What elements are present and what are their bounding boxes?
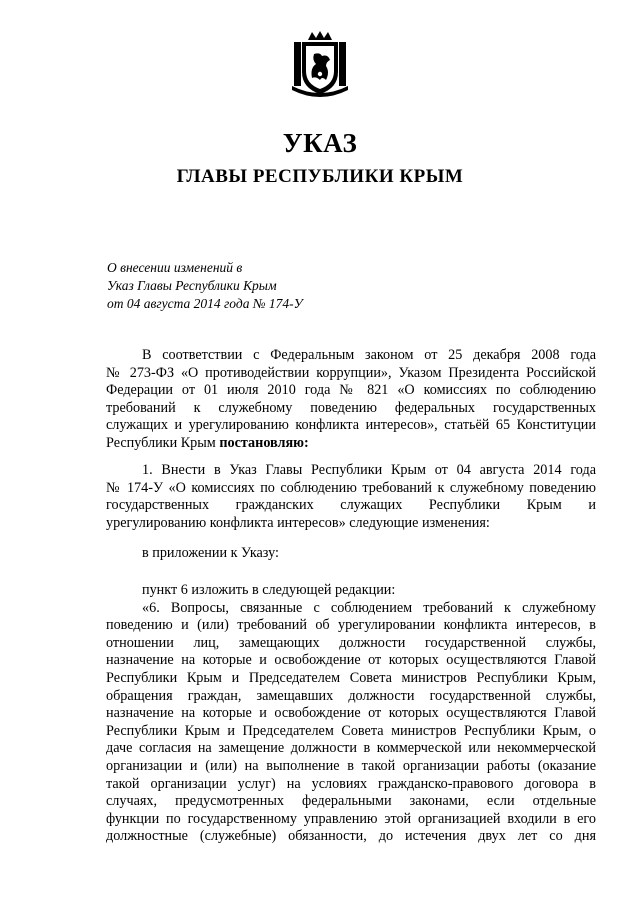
subject-line: Указ Главы Республики Крым	[107, 278, 277, 293]
point-6-paragraph	[106, 582, 596, 846]
text-line: Республики Крым и Председателем Совета министров Республики Крым,	[106, 669, 596, 686]
text-line: такой организации услуг) на условиях гражданско-правового договора в	[106, 775, 596, 792]
text-line: пункт 6 изложить в следующей редакции:	[142, 582, 396, 598]
text-line: поведению и (или) требований об урегулировании конфликта интересов, в	[106, 617, 596, 634]
text-line: государственных гражданских служащих Республики Крым и	[106, 497, 596, 514]
text-line: в приложении к Указу:	[142, 545, 279, 561]
crimea-coat-of-arms-icon	[290, 30, 350, 98]
text-line: служащих и урегулированию конфликта интересов», статьёй 65 Конституции	[106, 417, 596, 434]
subject-block	[107, 259, 407, 313]
text-line: назначение на которые и освобождение от которых осуществляются Главой	[106, 705, 596, 722]
text-line: отношении лиц, замещающих должности государственной службы,	[106, 634, 596, 651]
subject-line: О внесении изменений в	[107, 260, 243, 275]
text-line: даче согласия на замещение должности в коммерческой или некоммерческой	[106, 740, 596, 757]
document-subtitle: ГЛАВЫ РЕСПУБЛИКИ КРЫМ	[176, 166, 464, 187]
text-line: Республики Крым и Председателем Совета министров Республики Крым, о	[106, 722, 596, 739]
decree-word: постановляю:	[219, 434, 309, 451]
text-line: В соответствии с Федеральным законом от 25 декабря 2008 года	[142, 347, 596, 363]
text-line: Федерации от 01 июля 2010 года № 821 «О комиссиях по соблюдению	[106, 382, 596, 399]
text-line: 1. Внести в Указ Главы Республики Крым от 04 августа 2014 года	[142, 462, 596, 478]
subject-line: от 04 августа 2014 года № 174-У	[107, 296, 303, 311]
document-title: УКАЗ	[282, 128, 358, 158]
text-line: урегулированию конфликта интересов» следующие изменения:	[106, 514, 490, 531]
text-line: требований к служебному поведению федеральных государственных	[106, 399, 596, 416]
preamble-paragraph	[106, 347, 596, 453]
text-line: № 273-ФЗ «О противодействии коррупции», Указом Президента Российской	[106, 364, 596, 381]
text-line: случаях, предусмотренных федеральными законами, если отдельные	[106, 793, 596, 810]
text-line: «6. Вопросы, связанные с соблюдением требований к служебному	[142, 599, 596, 616]
item-1-paragraph	[106, 462, 596, 532]
text-line: назначение на которые и освобождение от которых осуществляются Главой	[106, 652, 596, 669]
text-line	[106, 435, 596, 453]
text-line: обращения граждан, замещавших должности государственной службы,	[106, 687, 596, 704]
text-line: организации и (или) на выполнение в такой организации работы (оказание	[106, 757, 596, 774]
text-line: № 174-У «О комиссиях по соблюдению требований к служебному поведению	[106, 479, 596, 496]
text-line: функции по государственному управлению этой организацией входили в его	[106, 810, 596, 827]
annex-paragraph	[106, 545, 596, 563]
text-fragment: Республики Крым	[106, 434, 220, 451]
text-line: должностные (служебные) обязанности, до истечения двух лет со дня	[106, 828, 596, 845]
